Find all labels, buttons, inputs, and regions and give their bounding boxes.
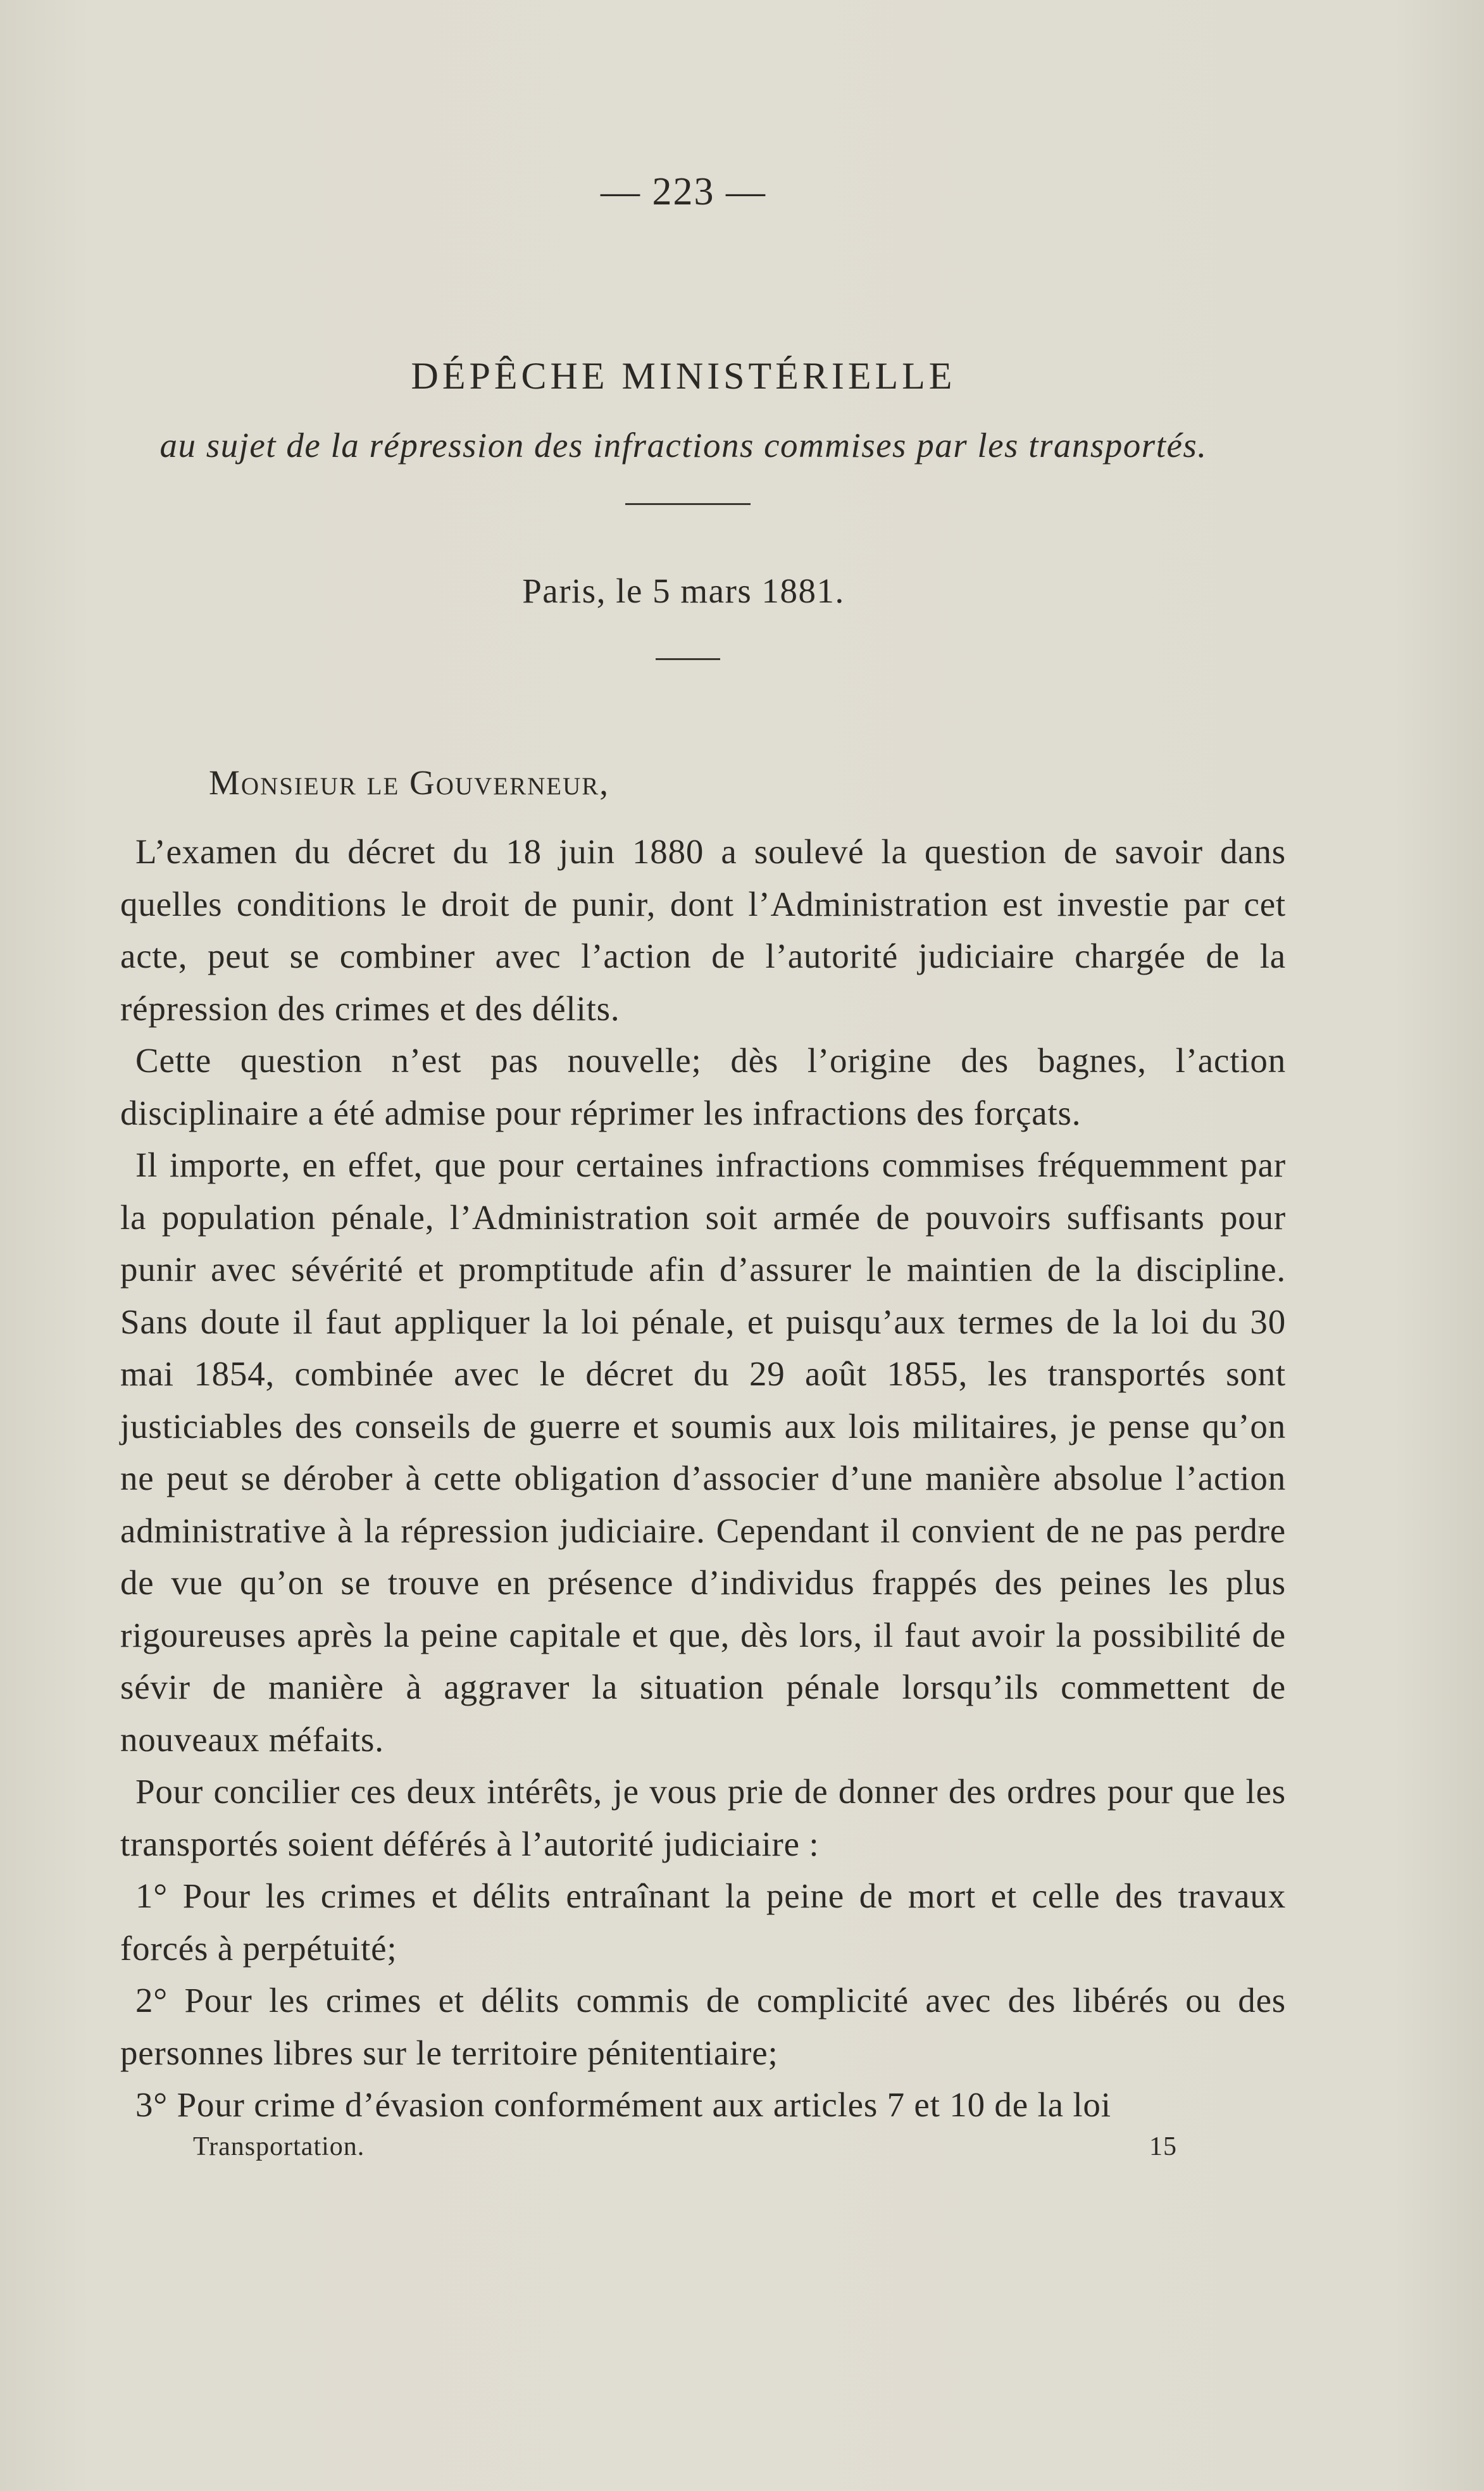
paragraph: Cette question n’est pas nouvelle; dès l’origine des bagnes, l’action disciplinaire a été admise pour réprimer les infractions des forçats.: [120, 1041, 1286, 1132]
document-subtitle: au sujet de la répression des infractions commises par les transportés.: [159, 426, 1207, 465]
document-title: DÉPÊCHE MINISTÉRIELLE: [411, 355, 956, 397]
paragraph: Pour concilier ces deux intérêts, je vous prie de donner des ordres pour que les transportés soient déférés à l’autorité judiciaire :: [120, 1772, 1286, 1863]
page-footer: [193, 2132, 1177, 2162]
footer-section-title: Transportation.: [193, 2132, 365, 2161]
paragraph: L’examen du décret du 18 juin 1880 a soulevé la question de savoir dans quelles conditions le droit de punir, dont l’Administration est investie par cet acte, peut se combiner avec l’action de l’autorité judiciaire chargée de la répression des crimes et des délits.: [120, 832, 1286, 1028]
list-item: 2° Pour les crimes et délits commis de complicité avec des libérés ou des personnes libres sur le territoire pénitentiaire;: [120, 1981, 1286, 2072]
salutation: Monsieur le Gouverneur,: [209, 763, 610, 802]
letter-body: [120, 826, 1286, 2132]
title-divider: [625, 503, 751, 505]
signature-mark: 15: [1149, 2132, 1177, 2161]
page-number: — 223 —: [601, 170, 766, 213]
paragraph: Il importe, en effet, que pour certaines infractions commises fréquemment par la population pénale, l’Administration soit armée de pouvoirs suffisants pour punir avec sévérité et promptitude afin d’assurer le maintien de la discipline. Sans doute il faut appliquer la loi pénale, et puisqu’aux termes de la loi du 30 mai 1854, combinée avec le décret du 29 août 1855, les transportés sont justiciables des conseils de guerre et soumis aux lois militaires, je pense qu’on ne peut se dérober à cette obligation d’associer d’une manière absolue l’action administrative à la répression judiciaire. Cependant il convient de ne pas perdre de vue qu’on se trouve en présence d’individus frappés des peines les plus rigoureuses après la peine capitale et que, dès lors, il faut avoir la possibilité de sévir de manière à aggraver la situation pénale lorsqu’ils commettent de nouveaux méfaits.: [120, 1146, 1286, 1759]
list-item: 3° Pour crime d’évasion conformément aux articles 7 et 10 de la loi: [135, 2085, 1111, 2124]
date-divider: [656, 658, 720, 660]
list-item: 1° Pour les crimes et délits entraînant la peine de mort et celle des travaux forcés à perpétuité;: [120, 1876, 1286, 1968]
dateline: Paris, le 5 mars 1881.: [522, 571, 845, 610]
